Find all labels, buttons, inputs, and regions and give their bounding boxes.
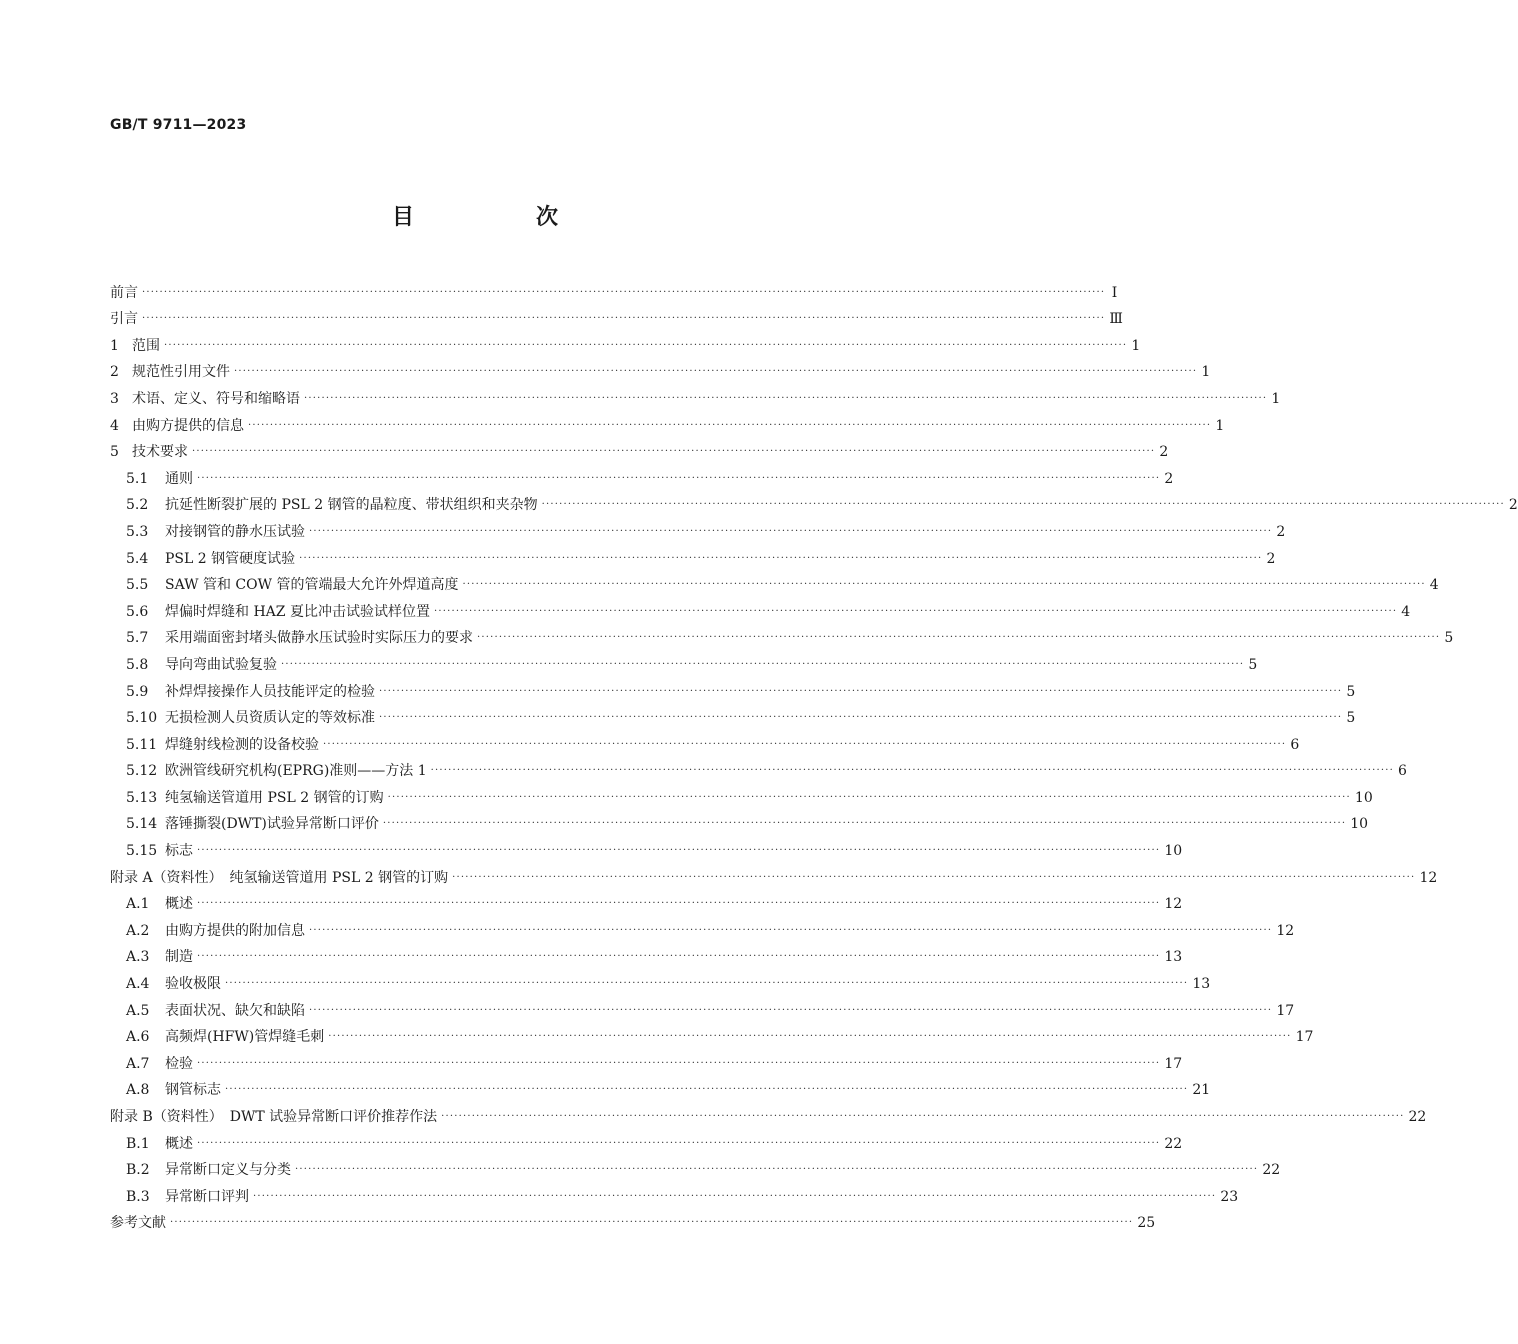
toc-entry-number: 5.5 — [126, 577, 149, 594]
toc-entry-label: 检验 — [165, 1055, 193, 1072]
toc-entry-number: B.2 — [126, 1162, 150, 1179]
toc-dot-leader — [197, 469, 1160, 489]
toc-entry-label: 制造 — [165, 949, 193, 966]
toc-entry-page: 1 — [1131, 337, 1141, 354]
toc-entry-number: B.3 — [126, 1188, 150, 1205]
toc-entry-label: 焊缝射线检测的设备校验 — [165, 736, 319, 753]
toc-entry-page: 4 — [1429, 577, 1439, 594]
toc-entry-label: 参考文献 — [110, 1215, 166, 1232]
toc-entry-page: 17 — [1276, 1002, 1295, 1019]
toc-entry[interactable] — [110, 329, 1141, 356]
toc-dot-leader — [462, 575, 1425, 595]
toc-entry-label: 钢管标志 — [165, 1082, 221, 1099]
toc-dot-leader — [197, 1054, 1160, 1074]
toc-entry-label: 范围 — [132, 337, 160, 354]
toc-entry-number: 5.2 — [126, 497, 149, 514]
toc-dot-leader — [309, 522, 1272, 542]
toc-dot-leader — [295, 1160, 1258, 1180]
toc-dot-leader — [379, 682, 1342, 702]
toc-entry-label: 纯氢输送管道用 PSL 2 钢管的订购 — [165, 789, 384, 806]
toc-entry-page: 22 — [1164, 1135, 1183, 1152]
toc-entry-label: PSL 2 钢管硬度试验 — [165, 550, 296, 567]
table-of-contents — [110, 276, 1518, 1233]
toc-entry-page: 2 — [1159, 444, 1169, 461]
toc-entry[interactable] — [110, 941, 1183, 968]
toc-entry-label: 抗延性断裂扩展的 PSL 2 钢管的晶粒度、带状组织和夹杂物 — [165, 497, 538, 514]
toc-entry[interactable] — [110, 1100, 1427, 1127]
toc-dot-leader — [142, 309, 1105, 329]
toc-entry-page: 22 — [1262, 1162, 1281, 1179]
toc-dot-leader — [434, 602, 1397, 622]
toc-entry-label: 落锤撕裂(DWT)试验异常断口评价 — [165, 816, 379, 833]
toc-dot-leader — [431, 761, 1394, 781]
toc-entry-number: A.8 — [126, 1082, 150, 1099]
toc-entry-label: 附录 A（资料性） 纯氢输送管道用 PSL 2 钢管的订购 — [110, 869, 449, 886]
toc-entry[interactable] — [110, 1154, 1281, 1181]
toc-entry[interactable] — [110, 781, 1373, 808]
toc-dot-leader — [452, 868, 1415, 888]
standard-code: GB/T 9711—2023 — [110, 117, 247, 133]
toc-entry-label: 补焊焊接操作人员技能评定的检验 — [165, 683, 375, 700]
toc-entry-number: A.2 — [126, 922, 150, 939]
toc-entry[interactable] — [110, 861, 1438, 888]
toc-dot-leader — [192, 442, 1155, 462]
toc-entry-number: 1 — [110, 337, 119, 354]
toc-entry[interactable] — [110, 489, 1518, 516]
toc-entry-label: 前言 — [110, 284, 138, 301]
toc-entry[interactable] — [110, 755, 1407, 782]
toc-entry[interactable] — [110, 648, 1258, 675]
toc-dot-leader — [248, 416, 1211, 436]
toc-entry-number: 5.8 — [126, 656, 149, 673]
toc-dot-leader — [441, 1107, 1404, 1127]
toc-entry-number: A.4 — [126, 976, 150, 993]
toc-dot-leader — [542, 495, 1505, 515]
toc-entry-label: 引言 — [110, 311, 138, 328]
toc-entry-page: 1 — [1215, 417, 1225, 434]
toc-dot-leader — [225, 974, 1188, 994]
toc-entry-number: 5.12 — [126, 763, 158, 780]
toc-dot-leader — [309, 1001, 1272, 1021]
toc-entry-number: 5.3 — [126, 523, 149, 540]
toc-dot-leader — [197, 894, 1160, 914]
toc-entry-page: 5 — [1248, 656, 1258, 673]
toc-entry-label: 无损检测人员资质认定的等效标准 — [165, 710, 375, 727]
toc-entry[interactable] — [110, 622, 1454, 649]
toc-entry-page: 13 — [1192, 976, 1211, 993]
toc-entry-page: 5 — [1346, 710, 1356, 727]
toc-entry-number: 5.7 — [126, 630, 149, 647]
toc-entry-page: 1 — [1271, 390, 1281, 407]
toc-entry[interactable] — [110, 462, 1174, 489]
toc-entry-page: 25 — [1137, 1215, 1156, 1232]
toc-entry-label: 采用端面密封堵头做静水压试验时实际压力的要求 — [165, 630, 473, 647]
toc-entry-label: 概述 — [165, 1135, 193, 1152]
toc-entry-label: 术语、定义、符号和缩略语 — [132, 390, 300, 407]
toc-entry[interactable] — [110, 409, 1225, 436]
toc-entry[interactable] — [110, 808, 1369, 835]
toc-dot-leader — [379, 708, 1342, 728]
toc-entry-number: A.5 — [126, 1002, 150, 1019]
toc-entry-page: Ⅲ — [1109, 311, 1123, 328]
toc-dot-leader — [309, 921, 1272, 941]
toc-entry-page: 12 — [1276, 922, 1295, 939]
toc-dot-leader — [197, 841, 1160, 861]
toc-entry[interactable] — [110, 542, 1276, 569]
toc-entry-page: 22 — [1408, 1109, 1427, 1125]
toc-entry-page: 4 — [1401, 603, 1411, 620]
toc-entry-label: 技术要求 — [132, 444, 188, 461]
toc-entry-page: 13 — [1164, 949, 1183, 966]
toc-entry[interactable] — [110, 967, 1211, 994]
toc-entry-page: 2 — [1266, 550, 1276, 567]
toc-entry-label: 导向弯曲试验复验 — [165, 656, 277, 673]
toc-entry[interactable] — [110, 994, 1295, 1021]
toc-entry-label: 概述 — [165, 896, 193, 913]
toc-dot-leader — [253, 1187, 1216, 1207]
toc-entry-label: 表面状况、缺欠和缺陷 — [165, 1002, 305, 1019]
toc-entry[interactable] — [110, 834, 1183, 861]
toc-entry-page: 23 — [1220, 1188, 1239, 1205]
toc-dot-leader — [388, 788, 1351, 808]
toc-entry-number: 5.4 — [126, 550, 149, 567]
toc-entry-page: 10 — [1164, 843, 1183, 860]
toc-dot-leader — [164, 336, 1127, 356]
toc-entry-label: 通则 — [165, 470, 193, 487]
toc-entry-label: 验收极限 — [165, 976, 221, 993]
toc-dot-leader — [323, 735, 1286, 755]
toc-entry-page: 10 — [1354, 789, 1373, 806]
toc-entry-number: 5.6 — [126, 603, 149, 620]
toc-dot-leader — [328, 1027, 1291, 1047]
toc-entry[interactable] — [110, 515, 1286, 542]
toc-entry-label: 异常断口定义与分类 — [165, 1162, 291, 1179]
toc-entry[interactable] — [110, 356, 1211, 383]
toc-dot-leader — [170, 1213, 1133, 1233]
toc-entry-page: Ⅰ — [1111, 284, 1118, 301]
toc-entry[interactable] — [110, 888, 1183, 915]
toc-entry-page: 6 — [1397, 763, 1407, 780]
toc-entry-number: 2 — [110, 364, 119, 381]
toc-entry-page: 2 — [1164, 470, 1174, 487]
toc-entry-number: 4 — [110, 417, 119, 434]
toc-entry-page: 21 — [1192, 1082, 1211, 1099]
toc-entry-page: 12 — [1164, 896, 1183, 913]
toc-entry[interactable] — [110, 1207, 1156, 1234]
toc-entry[interactable] — [110, 303, 1123, 330]
toc-entry[interactable] — [110, 569, 1439, 596]
toc-entry[interactable] — [110, 702, 1356, 729]
toc-entry-page: 2 — [1276, 523, 1286, 540]
toc-dot-leader — [225, 1080, 1188, 1100]
toc-entry-page: 1 — [1201, 364, 1211, 381]
toc-entry-label: 由购方提供的附加信息 — [165, 922, 305, 939]
toc-entry-page: 5 — [1444, 630, 1454, 647]
toc-entry-number: 5.11 — [126, 736, 158, 753]
toc-entry-number: 5.13 — [126, 789, 158, 806]
toc-dot-leader — [142, 283, 1105, 303]
toc-dot-leader — [197, 947, 1160, 967]
toc-entry-number: 5.15 — [126, 843, 158, 860]
toc-dot-leader — [281, 655, 1244, 675]
toc-entry-label: 标志 — [165, 843, 193, 860]
toc-entry-label: SAW 管和 COW 管的管端最大允许外焊道高度 — [165, 577, 459, 594]
toc-entry-number: 5.10 — [126, 710, 158, 727]
toc-title: 目 次 — [391, 205, 608, 230]
toc-entry[interactable] — [110, 1074, 1211, 1101]
toc-dot-leader — [299, 549, 1262, 569]
toc-entry-number: 5.14 — [126, 816, 158, 833]
toc-entry-page: 17 — [1295, 1029, 1314, 1046]
toc-entry-page: 17 — [1164, 1055, 1183, 1072]
toc-dot-leader — [477, 628, 1440, 648]
toc-entry-label: 高频焊(HFW)管焊缝毛刺 — [165, 1029, 325, 1046]
toc-entry-number: A.3 — [126, 949, 150, 966]
toc-entry-number: A.1 — [126, 896, 150, 913]
toc-entry[interactable] — [110, 276, 1118, 303]
toc-dot-leader — [197, 1134, 1160, 1154]
toc-entry-number: A.6 — [126, 1029, 150, 1046]
toc-entry-label: 由购方提供的信息 — [132, 417, 244, 434]
toc-entry[interactable] — [110, 595, 1411, 622]
toc-entry[interactable] — [110, 675, 1356, 702]
toc-entry[interactable] — [110, 1047, 1183, 1074]
toc-entry-label: 异常断口评判 — [165, 1188, 249, 1205]
toc-entry-number: 5 — [110, 444, 119, 461]
toc-entry-number: 5.1 — [126, 470, 149, 487]
toc-entry[interactable] — [110, 436, 1169, 463]
toc-entry[interactable] — [110, 914, 1295, 941]
toc-entry-label: 附录 B（资料性） DWT 试验异常断口评价推荐作法 — [110, 1109, 438, 1125]
toc-entry-number: B.1 — [126, 1135, 150, 1152]
toc-entry-page: 10 — [1350, 816, 1369, 833]
toc-entry-label: 对接钢管的静水压试验 — [165, 523, 305, 540]
toc-entry-number: A.7 — [126, 1055, 150, 1072]
toc-entry[interactable] — [110, 382, 1281, 409]
toc-dot-leader — [234, 362, 1197, 382]
toc-entry-number: 3 — [110, 390, 119, 407]
toc-entry[interactable] — [110, 728, 1300, 755]
toc-dot-leader — [383, 814, 1346, 834]
toc-entry-page: 2 — [1508, 497, 1518, 514]
toc-entry-page: 12 — [1419, 869, 1438, 886]
toc-entry-page: 5 — [1346, 683, 1356, 700]
toc-entry-label: 焊偏时焊缝和 HAZ 夏比冲击试验试样位置 — [165, 603, 430, 620]
toc-entry[interactable] — [110, 1021, 1314, 1048]
toc-entry-label: 欧洲管线研究机构(EPRG)准则——方法 1 — [165, 763, 427, 780]
toc-entry-page: 6 — [1290, 736, 1300, 753]
toc-entry-label: 规范性引用文件 — [132, 364, 230, 381]
toc-dot-leader — [304, 389, 1267, 409]
toc-entry-number: 5.9 — [126, 683, 149, 700]
toc-entry[interactable] — [110, 1127, 1183, 1154]
toc-entry[interactable] — [110, 1180, 1239, 1207]
